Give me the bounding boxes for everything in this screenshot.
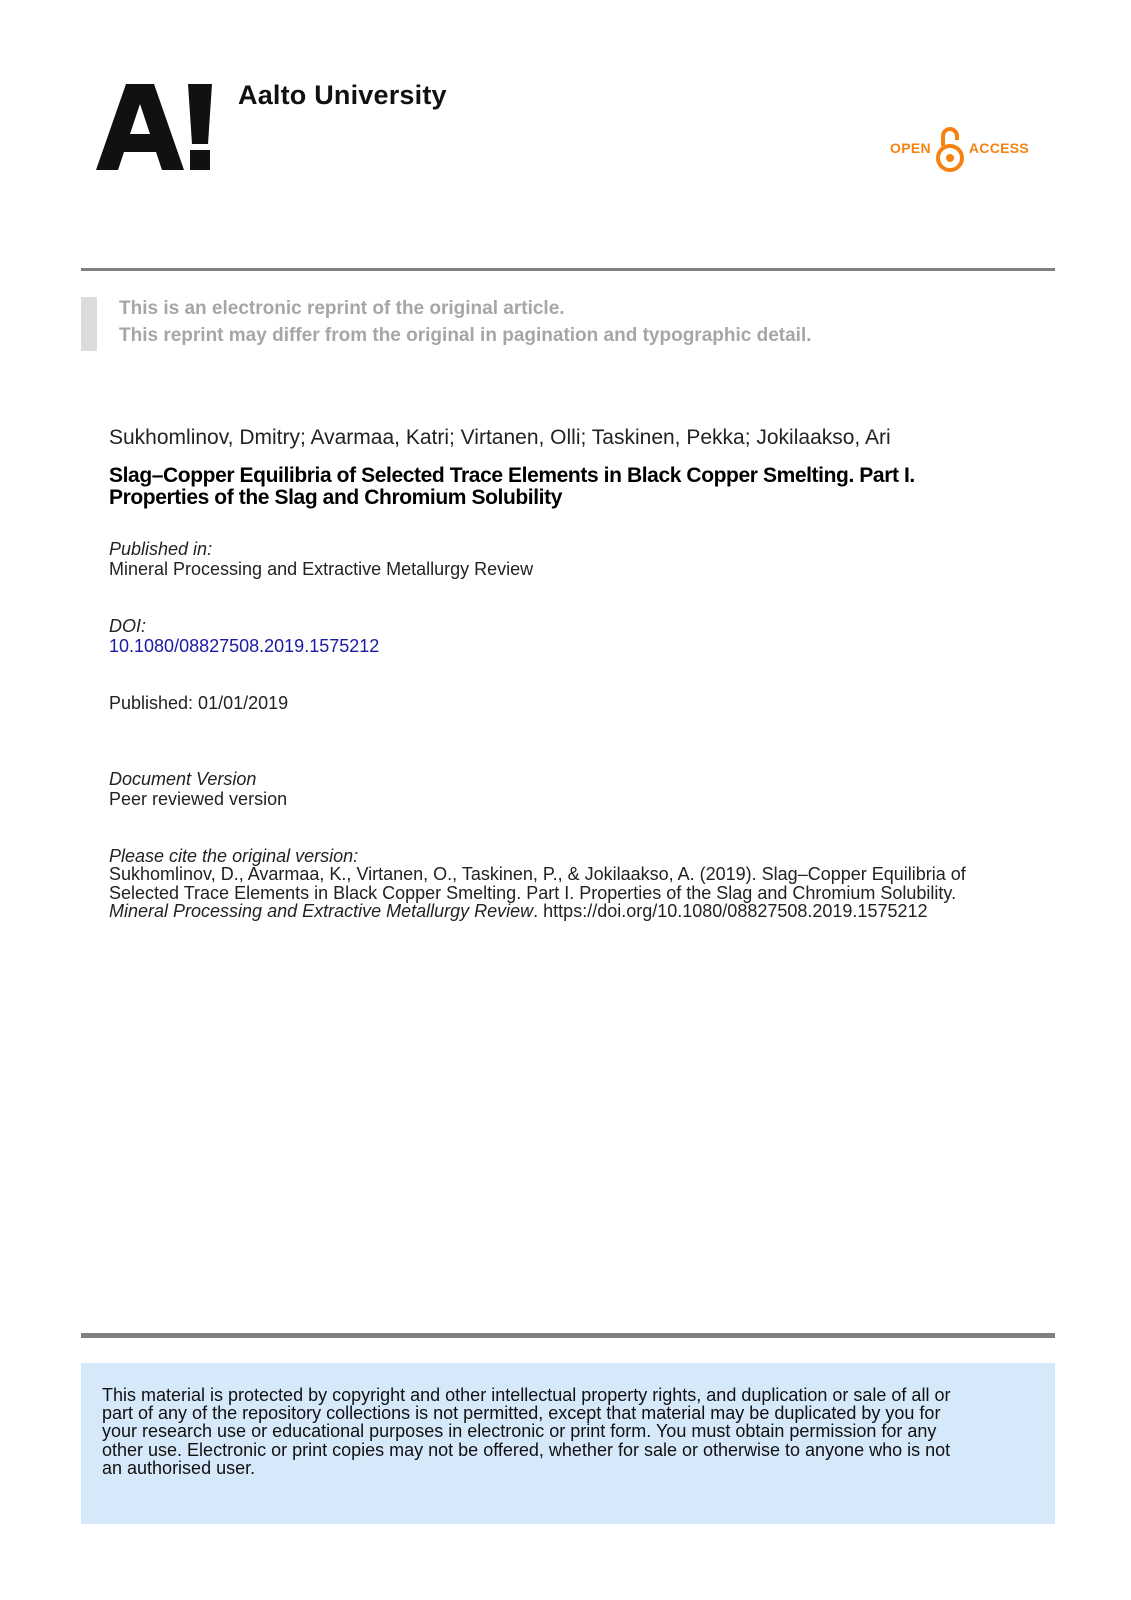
copyright-line-5: an authorised user.: [102, 1457, 256, 1478]
copyright-line-2: part of any of the repository collections is not permitted, except that material may be duplicated by you for: [102, 1403, 941, 1424]
article-title-line-1: Slag–Copper Equilibria of Selected Trace Elements in Black Copper Smelting. Part I.: [109, 464, 915, 487]
open-access-badge: [890, 124, 1029, 172]
citation: [109, 865, 1034, 921]
open-access-left-word: OPEN: [890, 140, 931, 156]
article-title: [109, 465, 1029, 509]
top-divider: [81, 268, 1055, 271]
document-version-label: Document Version: [109, 769, 257, 789]
authors: Sukhomlinov, Dmitry; Avarmaa, Katri; Virtanen, Olli; Taskinen, Pekka; Jokilaakso, Ari: [109, 426, 891, 449]
copyright-line-1: This material is protected by copyright and other intellectual property rights, and duplication or sale of all or: [102, 1385, 951, 1405]
doi-link[interactable]: 10.1080/08827508.2019.1575212: [109, 636, 380, 656]
open-padlock-icon: [935, 124, 965, 172]
university-name: Aalto University: [238, 80, 447, 110]
notice-bar: [81, 297, 97, 351]
citation-doi: . https://doi.org/10.1080/08827508.2019.1575212: [533, 901, 928, 921]
cite-label: Please cite the original version:: [109, 846, 359, 866]
aalto-logo-icon: [96, 84, 214, 170]
citation-line-1: Sukhomlinov, D., Avarmaa, K., Virtanen, O., Taskinen, P., & Jokilaakso, A. (2019). Slag–Copper Equilibria of: [109, 864, 966, 884]
article-title-line-2: Properties of the Slag and Chromium Solubility: [109, 486, 562, 509]
citation-line-2: Selected Trace Elements in Black Copper Smelting. Part I. Properties of the Slag and Chromium Solubility.: [109, 882, 957, 903]
published-date: Published: 01/01/2019: [109, 693, 289, 713]
citation-line-3: [109, 902, 1034, 921]
reprint-notice: [119, 295, 812, 349]
copyright-line-3: your research use or educational purposes in electronic or print form. You must obtain permission for any: [102, 1421, 937, 1442]
published-in-value: Mineral Processing and Extractive Metallurgy Review: [109, 559, 534, 579]
copyright-line-4: other use. Electronic or print copies may not be offered, whether for sale or otherwise to anyone who is not: [102, 1439, 951, 1460]
copyright-notice: [102, 1386, 1022, 1477]
open-access-right-word: ACCESS: [968, 140, 1030, 156]
citation-journal: Mineral Processing and Extractive Metallurgy Review: [109, 901, 534, 921]
bottom-divider: [81, 1333, 1055, 1338]
doi-label: DOI:: [109, 616, 147, 636]
reprint-notice-line-2: This reprint may differ from the original in pagination and typographic detail.: [119, 325, 812, 346]
reprint-notice-line-1: This is an electronic reprint of the original article.: [119, 298, 565, 319]
document-version-value: Peer reviewed version: [109, 789, 288, 809]
published-in-label: Published in:: [109, 539, 213, 559]
